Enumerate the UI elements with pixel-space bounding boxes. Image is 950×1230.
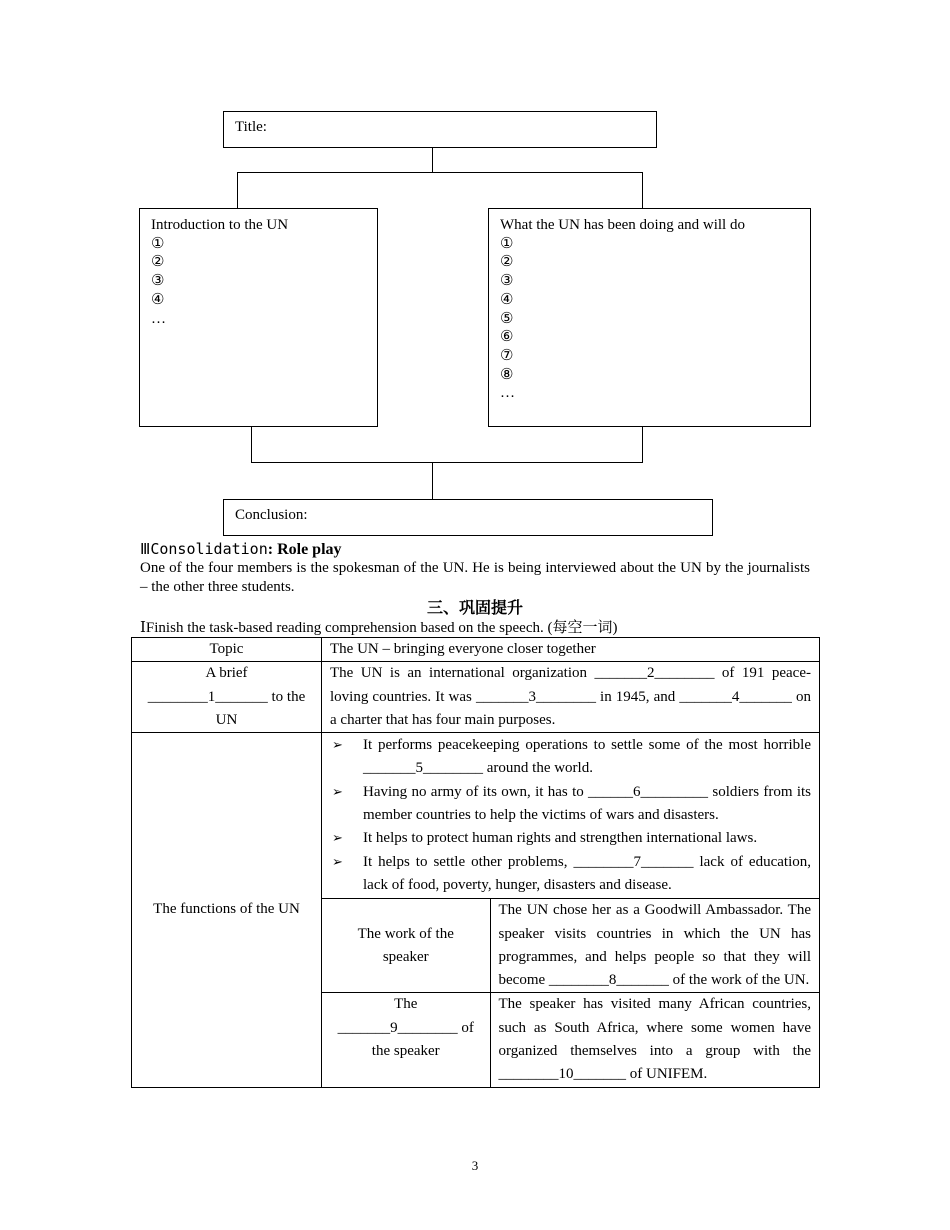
doing-item: …: [500, 385, 515, 402]
header-topic: Topic: [132, 638, 322, 662]
connector-line: [251, 462, 643, 463]
header-value: The UN – bringing everyone closer together: [322, 638, 820, 662]
conclusion-label: Conclusion:: [235, 507, 308, 523]
intro-box: [139, 208, 378, 427]
table-row: [132, 662, 820, 733]
row1-content: The UN is an international organization _______2________ of 191 peace-loving countries. It was _______3________ in 1945, and _______4_______ on a charter that has four main purposes.: [322, 662, 820, 733]
doing-item: ⑤: [500, 310, 514, 327]
nine-cell: [322, 993, 820, 1087]
doing-item: ⑥: [500, 329, 514, 346]
connector-line: [432, 462, 433, 499]
intro-item: ④: [151, 291, 165, 308]
functions-topic: The functions of the UN: [132, 733, 322, 1087]
connector-line: [251, 426, 252, 463]
title-label: Title:: [235, 119, 267, 135]
row1-topic-line: ________1_______ to the: [147, 688, 306, 705]
nine-label: The _______9________ of the speaker: [322, 993, 490, 1086]
connector-line: [432, 148, 433, 172]
doing-item: ⑦: [500, 347, 514, 364]
work-label: The work of the speaker: [322, 899, 490, 992]
doing-item: ③: [500, 273, 514, 290]
intro-item: ①: [151, 235, 165, 252]
arrow-bullet-icon: ➢: [332, 784, 343, 800]
connector-line: [237, 172, 238, 209]
connector-line: [642, 426, 643, 463]
list-item: ➢ It helps to protect human rights and strengthen international laws.: [330, 827, 811, 850]
arrow-bullet-icon: ➢: [332, 854, 343, 870]
section-heading: 三、巩固提升: [426, 598, 523, 617]
intro-item: ②: [151, 254, 165, 271]
list-item: ➢ Having no army of its own, it has to ______6_________ soldiers from its member countries to help the victims of wars and disasters.: [330, 781, 811, 828]
doing-item: ②: [500, 254, 514, 271]
table-row: [132, 733, 820, 899]
row1-topic: [132, 662, 322, 733]
nine-subtable: [322, 993, 819, 1086]
arrow-bullet-icon: ➢: [332, 738, 343, 754]
intro-item: ③: [151, 273, 165, 290]
consolidation-title: : Role play: [267, 541, 342, 558]
intro-heading: Introduction to the UN: [151, 217, 289, 233]
title-box: [223, 111, 657, 148]
table-row: [132, 638, 820, 662]
work-subtable: [322, 899, 819, 992]
consolidation-prefix: ⅢConsolidation: [140, 540, 268, 558]
nine-content: The speaker has visited many African countries, such as South Africa, where some women have organized themselves into a group with the ________10_______ of UNIFEM.: [498, 996, 811, 1083]
page-number: 3: [471, 1158, 479, 1173]
row1-topic-line: A brief: [205, 665, 248, 682]
list-item: ➢ It performs peacekeeping operations to settle some of the most horrible _______5________ around the world.: [330, 734, 811, 781]
arrow-bullet-icon: ➢: [332, 831, 343, 847]
doing-heading: What the UN has been doing and will do: [500, 217, 745, 233]
functions-bullets-cell: [322, 733, 820, 899]
conclusion-box: [223, 499, 713, 536]
instruction-text: ⅠFinish the task-based reading comprehension based on the speech. (每空一词): [140, 620, 618, 636]
list-item: ➢ It helps to settle other problems, ________7_______ lack of education, lack of food, poverty, hunger, disasters and disease.: [330, 851, 811, 898]
doing-item: ①: [500, 235, 514, 252]
work-cell: [322, 899, 820, 993]
doing-item: ④: [500, 291, 514, 308]
work-content: The UN chose her as a Goodwill Ambassador. The speaker visits countries in which the UN has programmes, and helps people so that they will become ________8_______ of the work of the UN.: [498, 902, 811, 989]
row1-topic-line: UN: [215, 711, 238, 728]
intro-item: …: [151, 310, 166, 327]
consolidation-heading: [140, 539, 342, 560]
connector-line: [642, 172, 643, 209]
doing-item: ⑧: [500, 366, 514, 383]
doing-box: [488, 208, 811, 427]
connector-line: [237, 172, 643, 173]
functions-bullet-list: [330, 734, 811, 897]
reading-table: [131, 637, 820, 1088]
consolidation-paragraph: One of the four members is the spokesman of the UN. He is being interviewed about the UN by the journalists – the other three students.: [140, 560, 810, 595]
